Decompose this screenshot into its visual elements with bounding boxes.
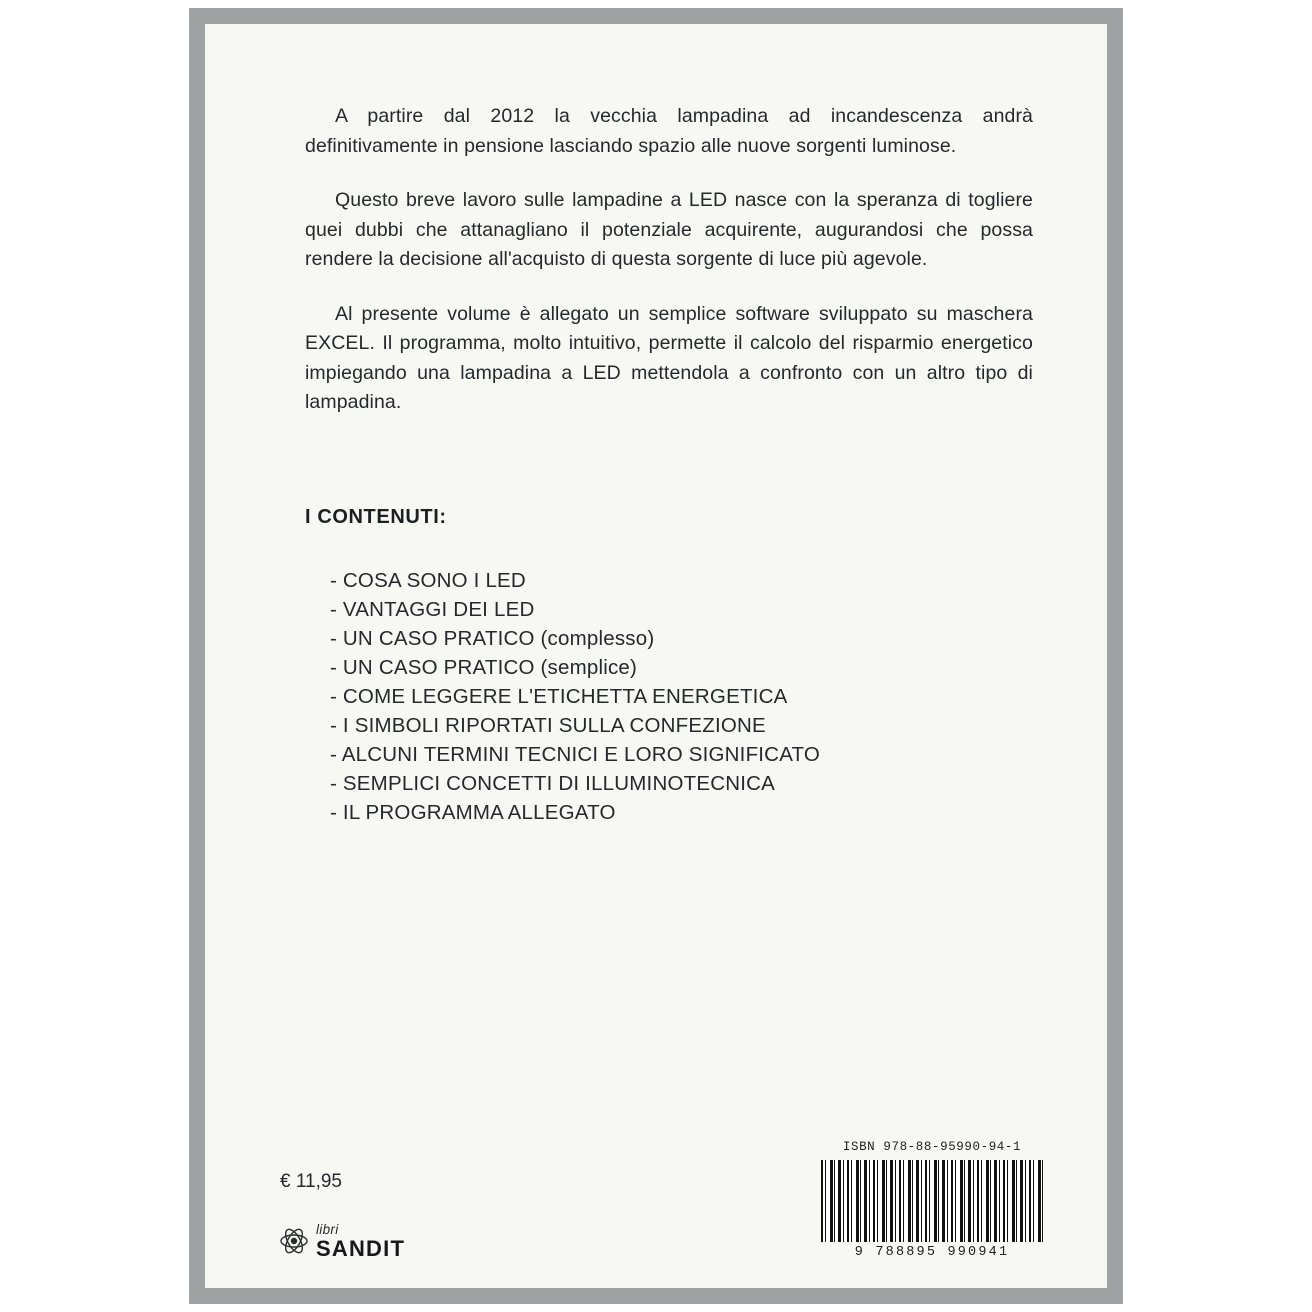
list-item: - IL PROGRAMMA ALLEGATO: [330, 801, 616, 824]
blurb-paragraph-1: A partire dal 2012 la vecchia lampadina ad incandescenza andrà definitivamente in pensione lasciando spazio alle nuove sorgenti luminose.: [305, 105, 1033, 157]
barcode-digits: 9 788895 990941: [854, 1245, 1010, 1260]
list-item: - ALCUNI TERMINI TECNICI E LORO SIGNIFICATO: [330, 743, 821, 766]
list-item: - SEMPLICI CONCETTI DI ILLUMINOTECNICA: [330, 772, 775, 795]
barcode-image: [821, 1160, 1043, 1242]
isbn-label: ISBN 978-88-95990-94-1: [842, 1140, 1022, 1154]
book-cover-border: [189, 8, 1123, 1304]
atom-icon: [278, 1225, 310, 1257]
barcode-block: [817, 1140, 1047, 1260]
contents-heading: I CONTENUTI:: [305, 506, 447, 528]
publisher-logo: [278, 1223, 405, 1261]
blurb-paragraph-2: Questo breve lavoro sulle lampadine a LED nasce con la speranza di togliere quei dubbi che attanagliano il potenziale acquirente, augurandosi che possa rendere la decisione all'acquisto di questa sorgente di luce più agevole.: [305, 189, 1033, 270]
list-item: - COSA SONO I LED: [330, 569, 526, 592]
publisher-name: [316, 1223, 405, 1261]
contents-list: [330, 566, 970, 827]
list-item: - I SIMBOLI RIPORTATI SULLA CONFEZIONE: [330, 714, 766, 737]
publisher-line-1: libri: [316, 1221, 339, 1237]
publisher-line-2: SANDIT: [316, 1236, 406, 1261]
price-label: € 11,95: [280, 1171, 342, 1192]
list-item: - VANTAGGI DEI LED: [330, 598, 535, 621]
list-item: - COME LEGGERE L'ETICHETTA ENERGETICA: [330, 685, 788, 708]
cover-content: [205, 24, 1107, 1288]
blurb-paragraph-3: Al presente volume è allegato un semplice software sviluppato su maschera EXCEL. Il programma, molto intuitivo, permette il calcolo del risparmio energetico impiegando una lampadina a LED mettendola a confronto con un altro tipo di lampadina.: [305, 302, 1033, 413]
list-item: - UN CASO PRATICO (semplice): [330, 656, 638, 679]
blurb-paragraphs: [305, 102, 1033, 443]
book-back-cover-page: [205, 24, 1107, 1288]
list-item: - UN CASO PRATICO (complesso): [330, 627, 655, 650]
